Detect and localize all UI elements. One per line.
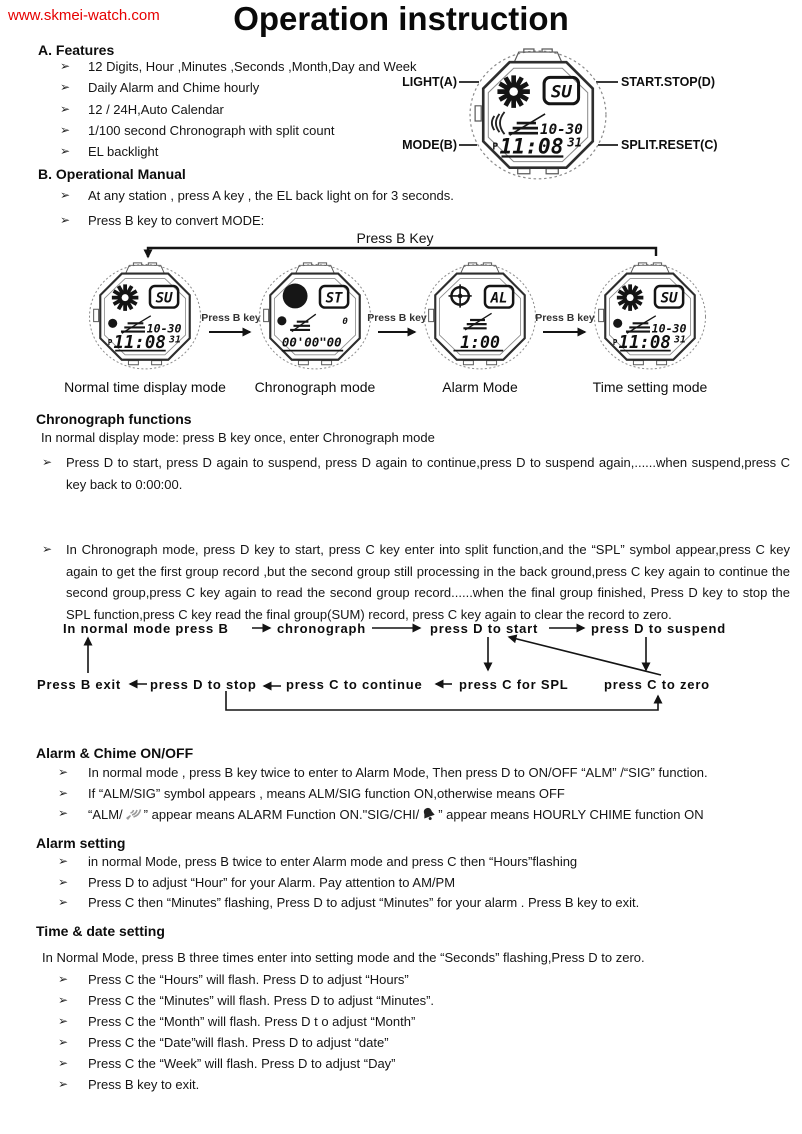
- chrono-digits: 00'00"00: [281, 334, 342, 350]
- list-item: [58, 806, 708, 827]
- flow-node-chronograph: chronograph: [277, 621, 366, 636]
- alarm-setting-list: [58, 854, 639, 916]
- list-item-text: At any station , press A key , the EL back light on for 3 seconds.: [88, 188, 454, 203]
- list-item: [58, 765, 708, 786]
- start-stop-button-label: START.STOP(D): [621, 75, 715, 89]
- seconds-digits: 31: [567, 135, 583, 150]
- mode-label-chronograph: Chronograph mode: [254, 379, 376, 395]
- chronograph-heading: Chronograph functions: [36, 411, 192, 427]
- list-item-text: Press C then “Minutes” flashing, Press D to adjust “Minutes” for your alarm . Press B key to exit.: [88, 895, 640, 911]
- list-item: [58, 786, 708, 807]
- alarm-chime-heading: Alarm & Chime ON/OFF: [36, 745, 194, 761]
- svg-text:10-30: 10-30: [651, 321, 687, 336]
- watch-callout-diagram: [393, 46, 802, 188]
- alarm-chime-list: [58, 765, 708, 827]
- alarm-setting-heading: Alarm setting: [36, 835, 126, 851]
- split-reset-button-label: SPLIT.RESET(C): [621, 138, 718, 152]
- list-item-text: 12 / 24H,Auto Calendar: [88, 101, 224, 117]
- svg-text:31: 31: [169, 334, 181, 346]
- alarm-signal-icon: [125, 806, 142, 821]
- stopwatch-icon: [283, 284, 308, 309]
- watch-alarm-mode: [422, 262, 538, 371]
- press-b-key-label: Press B key: [535, 312, 595, 324]
- list-item-text: If “ALM/SIG” symbol appears , means ALM/SIG function ON,otherwise means OFF: [88, 785, 565, 801]
- flow-node-d-suspend: press D to suspend: [591, 621, 727, 636]
- bullet-arrow-icon: ➢: [58, 806, 69, 821]
- list-item-text: “ALM/: [88, 807, 123, 823]
- bullet-arrow-icon: ➢: [58, 1035, 69, 1049]
- press-b-key-top-label: Press B Key: [356, 230, 434, 246]
- site-link[interactable]: www.skmei-watch.com: [8, 7, 160, 24]
- list-item-text: 12 Digits, Hour ,Minutes ,Seconds ,Month,Day and Week: [88, 59, 417, 74]
- bullet-arrow-icon: ➢: [58, 874, 69, 889]
- flow-node-d-start: press D to start: [430, 621, 539, 636]
- flow-node-c-zero: press C to zero: [604, 677, 710, 692]
- list-item-text: Press B key to convert MODE:: [88, 213, 265, 228]
- svg-text:10-30: 10-30: [146, 321, 182, 336]
- bullet-arrow-icon: ➢: [60, 188, 71, 202]
- flow-node-c-spl: press C for SPL: [459, 677, 569, 692]
- pm-indicator: P: [492, 141, 499, 153]
- time-date-intro: In Normal Mode, press B three times enter into setting mode and the “Seconds” flashing,Press D to zero.: [42, 950, 645, 965]
- lap-digit: 0: [342, 317, 348, 328]
- mode-label-time-setting: Time setting mode: [592, 379, 708, 395]
- light-button-label: LIGHT(A): [402, 75, 457, 89]
- watch-face-normal: [467, 48, 609, 182]
- watch-normal-mode: [87, 262, 203, 371]
- bullet-arrow-icon: ➢: [58, 1014, 69, 1028]
- list-item: [58, 875, 639, 896]
- alarm-time-digits: 1:00: [460, 333, 500, 353]
- svg-text:11:08: 11:08: [618, 333, 671, 354]
- bullet-arrow-icon: ➢: [60, 144, 71, 159]
- list-item: [58, 993, 434, 1014]
- svg-text:11:08: 11:08: [113, 333, 166, 354]
- list-item-text: Press C the “Week” will flash. Press D to adjust “Day”: [88, 1056, 396, 1071]
- chime-dot-icon: [108, 319, 117, 328]
- list-item-text: Press D to start, press D again to suspend, press D again to continue,press D to suspend again,......when suspend,press C key back to 0:00:00.: [66, 455, 790, 492]
- bullet-arrow-icon: ➢: [58, 765, 69, 779]
- list-item: [60, 102, 417, 123]
- bullet-arrow-icon: ➢: [60, 213, 71, 227]
- bullet-arrow-icon: ➢: [58, 854, 69, 868]
- list-item-text: EL backlight: [88, 144, 159, 160]
- bullet-arrow-icon: ➢: [58, 993, 69, 1007]
- mode-button-label: MODE(B): [402, 138, 457, 152]
- list-item-text: Press D to adjust “Hour” for your Alarm. Pay attention to AM/PM: [88, 874, 456, 890]
- svg-text:AL: AL: [490, 290, 508, 307]
- page-title: Operation instruction: [233, 0, 569, 37]
- list-item-text: Press C the “Hours” will flash. Press D to adjust “Hours”: [88, 972, 409, 987]
- time-date-list: [58, 972, 434, 1098]
- list-item-text: Press B key to exit.: [88, 1077, 200, 1092]
- list-item-text: Press C the “Minutes” will flash. Press D to adjust “Minutes”.: [88, 993, 435, 1008]
- chime-bell-icon: [421, 807, 436, 821]
- list-item-text: Daily Alarm and Chime hourly: [88, 80, 260, 96]
- svg-text:SU: SU: [550, 82, 572, 103]
- list-item: [60, 188, 454, 213]
- bullet-arrow-icon: ➢: [60, 101, 71, 116]
- bullet-arrow-icon: ➢: [60, 122, 71, 137]
- list-item: [60, 80, 417, 101]
- list-item-text: 1/100 second Chronograph with split count: [88, 122, 335, 138]
- chime-dot-icon: [613, 319, 622, 328]
- list-item: [58, 1056, 434, 1077]
- bullet-arrow-icon: ➢: [58, 785, 69, 800]
- press-b-key-label: Press B key: [201, 312, 261, 324]
- list-item: [60, 123, 417, 144]
- svg-text:31: 31: [674, 334, 686, 346]
- date-digits: 10-30: [540, 122, 583, 139]
- mode-label-alarm: Alarm Mode: [442, 379, 518, 395]
- time-date-heading: Time & date setting: [36, 923, 165, 939]
- bullet-arrow-icon: ➢: [42, 542, 53, 556]
- list-item-text: ” appear means HOURLY CHIME function ON: [438, 807, 704, 823]
- manual-heading: B. Operational Manual: [38, 166, 186, 182]
- svg-text:SU: SU: [660, 290, 678, 307]
- features-heading: A. Features: [38, 42, 115, 58]
- chronograph-flow-diagram: [0, 613, 802, 728]
- chronograph-intro: In normal display mode: press B key once, enter Chronograph mode: [41, 430, 435, 445]
- bullet-arrow-icon: ➢: [58, 1056, 69, 1070]
- list-item-text: In normal mode , press B key twice to enter to Alarm Mode, Then press D to ON/OFF “ALM” /“SIG” function.: [88, 765, 708, 780]
- mode-label-normal: Normal time display mode: [64, 379, 226, 395]
- time-digits: 11:08: [499, 134, 564, 160]
- list-item: [42, 452, 790, 495]
- list-item-text: In Chronograph mode, press D key to start, press C key enter into split function,and the “SPL” symbol appear,press C key again to get the first group record ,but the second group still processing in the back ground,press C key again to continue the second group,press C key again to read the second group record......when the final group finished, Press D key to stop the SPL function,press C key read the final group(SUM) record, press C key again to clear the record to zero.: [66, 542, 790, 622]
- watch-time-setting-mode: [592, 262, 708, 371]
- list-item: [58, 1077, 434, 1098]
- svg-text:ST: ST: [325, 290, 343, 307]
- list-item-text: ” appear means ALARM Function ON."SIG/CHI/: [143, 807, 420, 823]
- svg-text:P: P: [612, 337, 618, 347]
- list-item: [60, 144, 417, 165]
- list-item-text: in normal Mode, press B twice to enter Alarm mode and press C then “Hours”flashing: [88, 854, 578, 869]
- list-item-text: Press C the “Date”will flash. Press D to adjust “date”: [88, 1035, 389, 1050]
- list-item: [58, 854, 639, 875]
- svg-text:SU: SU: [155, 290, 173, 307]
- flow-node-press-b: In normal mode press B: [63, 621, 229, 636]
- list-item: [58, 895, 639, 916]
- list-item: [60, 59, 417, 80]
- chime-dot-icon: [277, 316, 286, 325]
- flow-node-c-continue: press C to continue: [286, 677, 423, 692]
- svg-text:P: P: [107, 337, 113, 347]
- list-item: [58, 972, 434, 993]
- bullet-arrow-icon: ➢: [58, 1077, 69, 1091]
- list-item-text: Press C the “Month” will flash. Press D t o adjust “Month”: [88, 1014, 416, 1029]
- bullet-arrow-icon: ➢: [60, 59, 71, 73]
- bullet-arrow-icon: ➢: [58, 895, 69, 910]
- flow-node-d-stop: press D to stop: [150, 677, 257, 692]
- bullet-arrow-icon: ➢: [60, 80, 71, 95]
- watch-chronograph-mode: [257, 262, 373, 371]
- press-b-key-label: Press B key: [367, 312, 427, 324]
- bullet-arrow-icon: ➢: [58, 972, 69, 986]
- list-item: [58, 1035, 434, 1056]
- mode-cycle-diagram: [0, 228, 802, 404]
- features-list: [60, 59, 417, 165]
- list-item: [58, 1014, 434, 1035]
- bullet-arrow-icon: ➢: [42, 455, 53, 469]
- flow-node-b-exit: Press B exit: [37, 677, 122, 692]
